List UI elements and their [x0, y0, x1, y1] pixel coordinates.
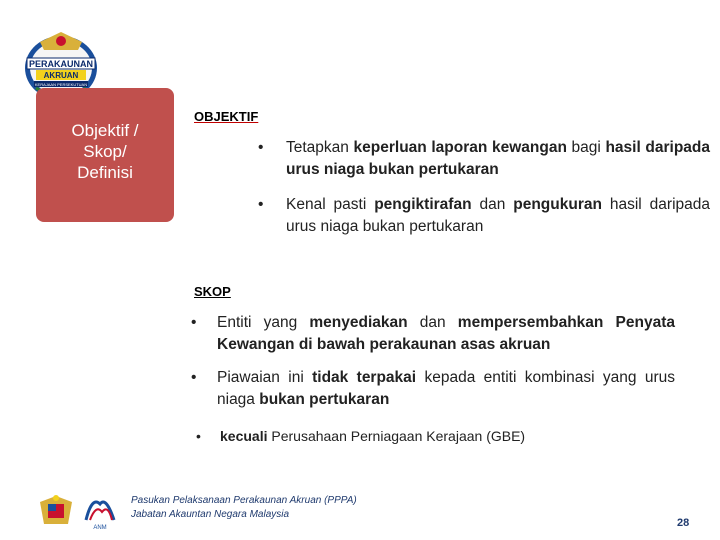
footer-line-1: Pasukan Pelaksanaan Perakaunan Akruan (PPPA) [131, 495, 357, 506]
bullet-icon: • [196, 428, 201, 444]
footer-logos [36, 490, 120, 530]
skop-bullet-3: • kecuali Perusahaan Perniagaan Kerajaan (GBE) [196, 425, 676, 447]
objektif-bullet-1: • Tetapkan keperluan laporan kewangan bagi hasil daripada urus niaga bukan pertukaran [258, 139, 711, 178]
skop-bullet-2: • Piawaian ini tidak terpakai kepada entiti kombinasi yang urus niaga bukan pertukaran [191, 369, 676, 408]
section-label-line-3: Definisi [77, 163, 133, 182]
anm-logo-icon [86, 502, 114, 530]
section-label-line-2: Skop/ [83, 142, 127, 161]
logo-text-3: KERAJAAN PERSEKUTUAN [34, 82, 88, 87]
skop-bullet-1: • Entiti yang menyediakan dan mempersembahkan Penyata Kewangan di bawah perakaunan asas akruan [191, 314, 675, 353]
skop-heading: SKOP [194, 284, 231, 299]
objektif-heading: OBJEKTIF [194, 109, 259, 124]
bullet-icon: • [258, 196, 264, 213]
page-number: 28 [677, 517, 690, 529]
coat-of-arms-icon [40, 495, 72, 524]
logo-text-1: PERAKAUNAN [28, 59, 94, 69]
section-label-line-1: Objektif / [71, 121, 139, 140]
anm-logo-text: ANM [93, 525, 107, 530]
footer-text [131, 494, 357, 522]
bullet-icon: • [191, 314, 197, 331]
bullet-icon: • [258, 139, 264, 156]
bullet-icon: • [191, 369, 197, 386]
footer-line-2: Jabatan Akauntan Negara Malaysia [131, 509, 290, 520]
section-label-box [36, 88, 174, 222]
logo-text-2: AKRUAN [43, 71, 79, 80]
objektif-bullet-2: • Kenal pasti pengiktirafan dan pengukuran hasil daripada urus niaga bukan pertukaran [258, 196, 710, 235]
